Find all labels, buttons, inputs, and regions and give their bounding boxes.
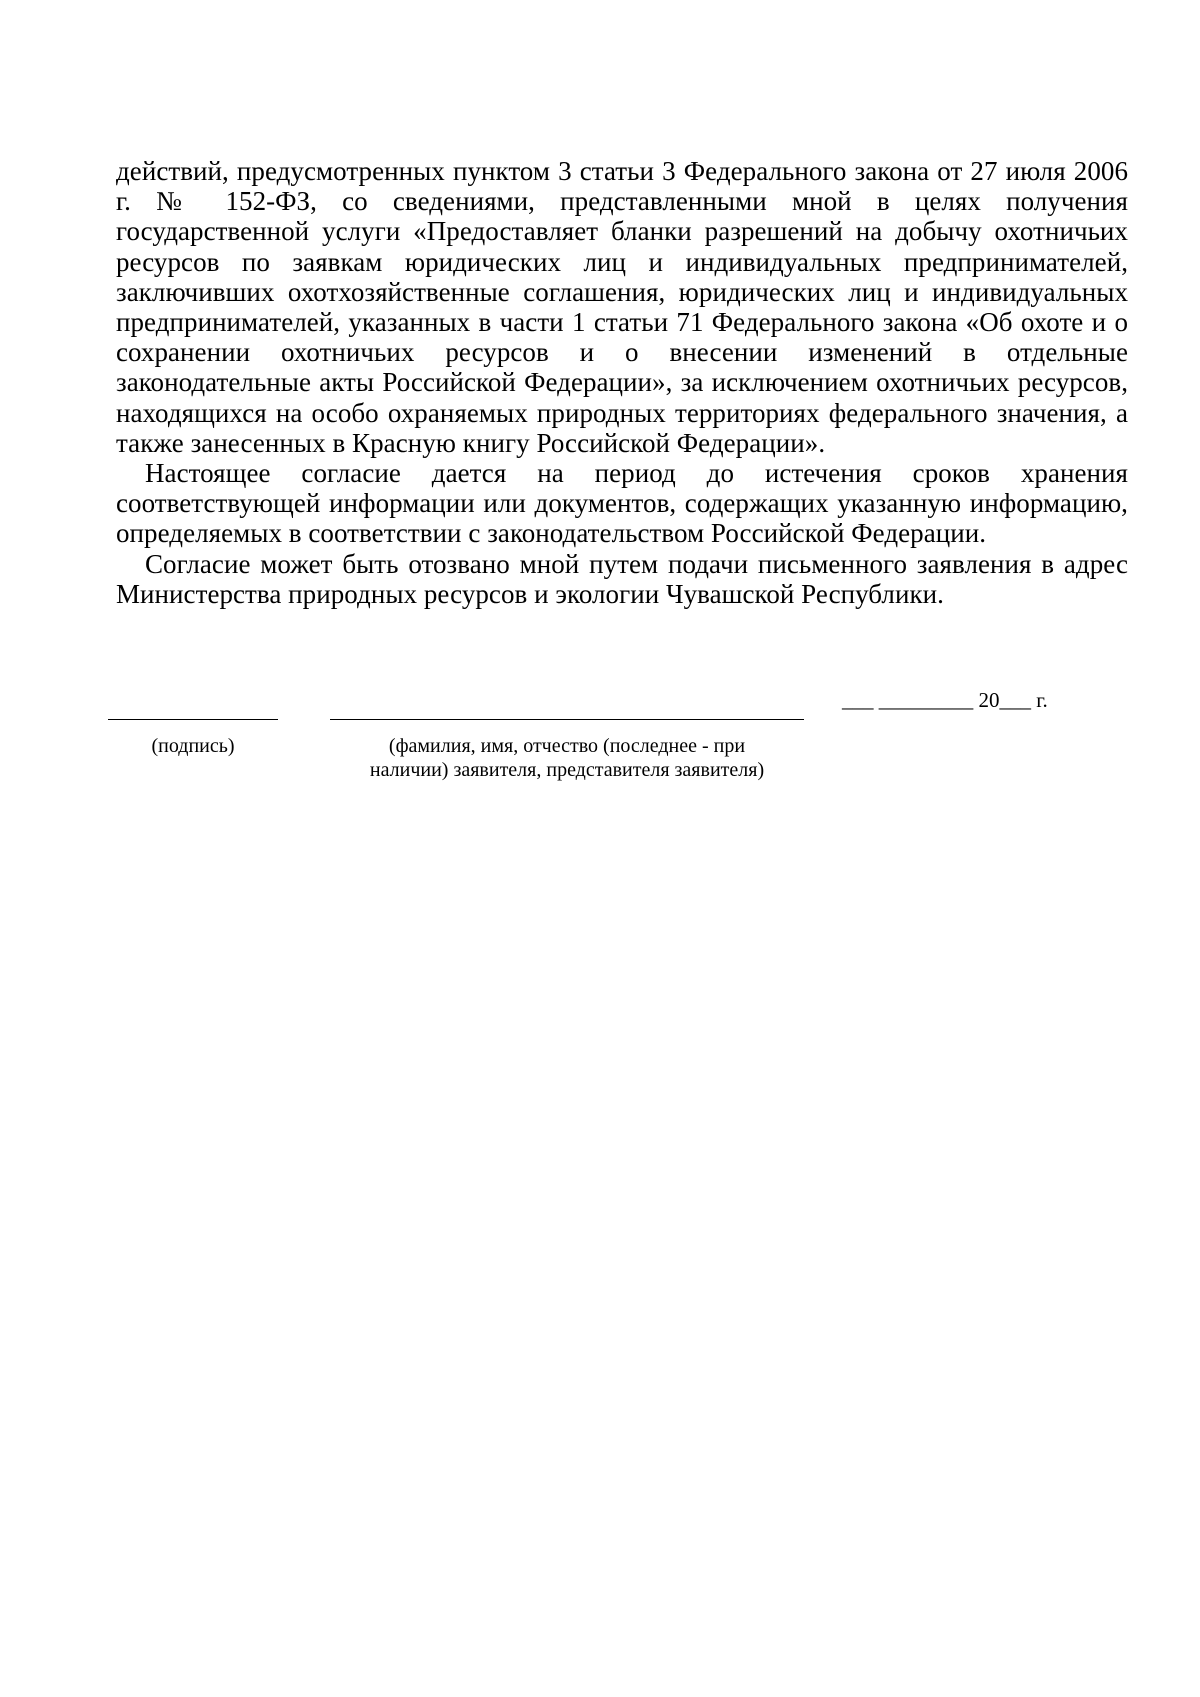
name-underline bbox=[330, 719, 804, 720]
paragraph-consent-details: действий, предусмотренных пунктом 3 статьи 3 Федерального закона от 27 июля 2006 г. № 152-ФЗ, со сведениями, представленными мной в целях получения государственной услуги «Предоставляет бланки разрешений на добычу охотничьих ресурсов по заявкам юридических лиц и индивидуальных предпринимателей, заключивших охотхозяйственные соглашения, юридических лиц и индивидуальных предпринимателей, указанных в части 1 статьи 71 Федерального закона «Об охоте и о сохранении охотничьих ресурсов и о внесении изменений в отдельные законодательные акты Российской Федерации», за исключением охотничьих ресурсов, находящихся на особо охраняемых природных территориях федерального значения, а также занесенных в Красную книгу Российской Федерации». bbox=[116, 156, 1128, 458]
paragraph-consent-period: Настоящее согласие дается на период до истечения сроков хранения соответствующей информации или документов, содержащих указанную информацию, определяемых в соответствии с законодательством Российской Федерации. bbox=[116, 458, 1128, 549]
signature-underline bbox=[108, 719, 278, 720]
document-body bbox=[116, 156, 1128, 609]
name-caption bbox=[330, 734, 804, 782]
name-caption-line-2: наличии) заявителя, представителя заявителя) bbox=[369, 759, 765, 781]
name-caption-line-1: (фамилия, имя, отчество (последнее - при bbox=[388, 735, 746, 757]
signature-caption: (подпись) bbox=[151, 735, 235, 757]
paragraph-consent-revocation: Согласие может быть отозвано мной путем подачи письменного заявления в адрес Министерства природных ресурсов и экологии Чувашской Республики. bbox=[116, 548, 1128, 609]
date-line: ___ _________ 20___ г. bbox=[842, 688, 1048, 712]
